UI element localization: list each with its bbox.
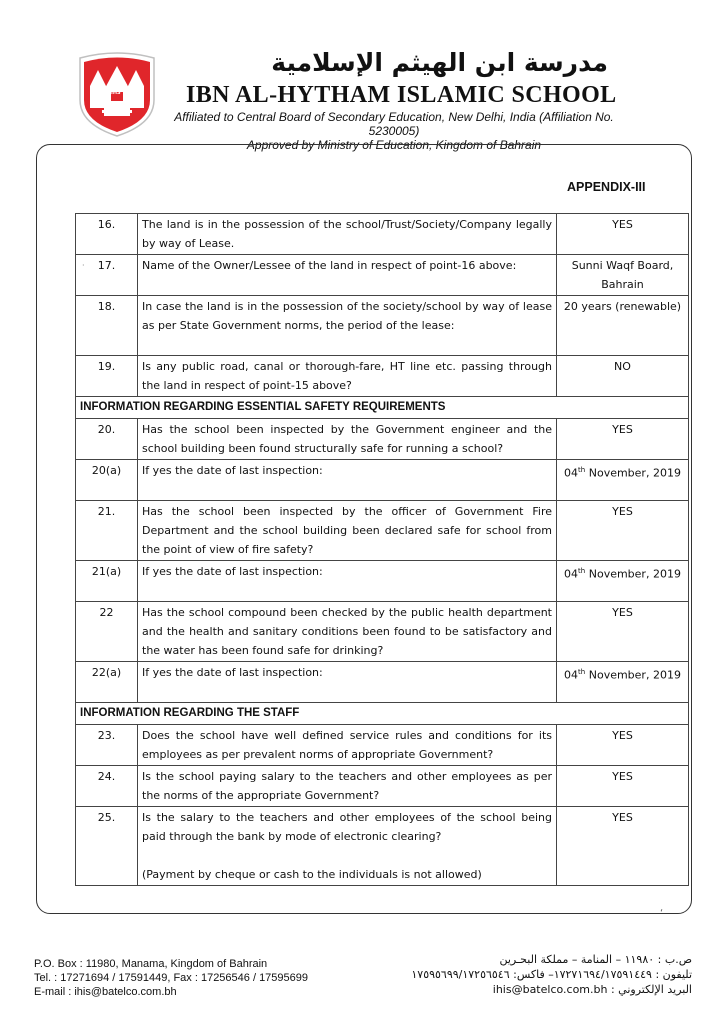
footer-po-box: P.O. Box : 11980, Manama, Kingdom of Bahrain	[34, 958, 268, 970]
arabic-school-name: مدرسة ابن الهيثم الإسلامية	[271, 48, 608, 77]
footer-ar-email: ihis@batelco.com.bh	[492, 983, 608, 996]
table-row	[76, 807, 689, 886]
section-title: INFORMATION REGARDING ESSENTIAL SAFETY REQUIREMENTS	[76, 397, 689, 419]
row-answer: YES	[557, 214, 689, 255]
question-text: Has the school compound been checked by the public health department and the health and sanitary conditions been found to be satisfactory and the water has been found safe for drinking?	[142, 606, 552, 657]
approval-line: Approved by Ministry of Education, Kingdom of Bahrain	[246, 138, 542, 152]
row-question	[138, 561, 557, 602]
row-question	[138, 296, 557, 356]
answer-day: 04	[564, 567, 579, 581]
footer-phone: Tel. : 17271694 / 17591449, Fax : 17256546 / 17595699	[34, 972, 309, 984]
row-answer	[557, 662, 689, 703]
question-text: Is the school paying salary to the teachers and other employees as per the norms of the appropriate Government?	[142, 770, 552, 802]
answer-month-year: November, 2019	[585, 466, 681, 480]
row-question	[138, 602, 557, 662]
row-question	[138, 662, 557, 703]
row-answer: NO	[557, 356, 689, 397]
question-text: If yes the date of last inspection:	[142, 464, 323, 477]
question-text: Name of the Owner/Lessee of the land in respect of point-16 above:	[142, 259, 517, 272]
question-text: Does the school have well defined service rules and conditions for its employees as per prevalent norms of appropriate Government?	[142, 729, 552, 761]
row-answer: YES	[557, 501, 689, 561]
footer-contact-english	[34, 957, 308, 999]
table-row	[76, 460, 689, 501]
question-text: The land is in the possession of the school/Trust/Society/Company legally by way of Lease.	[142, 218, 552, 250]
answer-day-suffix: th	[578, 567, 586, 575]
row-answer: 20 years (renewable)	[557, 296, 689, 356]
table-row	[76, 766, 689, 807]
row-number: 20.	[76, 419, 138, 460]
row-answer: YES	[557, 766, 689, 807]
row-number: 25.	[76, 807, 138, 886]
table-row	[76, 255, 689, 296]
answer-day: 04	[564, 668, 579, 682]
section-header-row	[76, 397, 689, 419]
row-answer: Sunni Waqf Board, Bahrain	[557, 255, 689, 296]
footer-ar-email-label: البريد الإلكتروني :	[610, 983, 692, 996]
row-number: 24.	[76, 766, 138, 807]
row-question	[138, 725, 557, 766]
answer-day-suffix: th	[578, 668, 586, 676]
question-text: Is any public road, canal or thorough-fare, HT line etc. passing through the land in respect of point-15 above?	[142, 360, 552, 392]
row-number: 19.	[76, 356, 138, 397]
footer-ar-address: ص.ب : ١١٩٨٠ – المنامة – مملكة البحـرين	[499, 953, 692, 966]
row-question	[138, 807, 557, 886]
answer-month-year: November, 2019	[585, 567, 681, 581]
row-number: 22(a)	[76, 662, 138, 703]
table-row	[76, 561, 689, 602]
table-row	[76, 214, 689, 255]
row-answer: YES	[557, 419, 689, 460]
row-question	[138, 255, 557, 296]
row-question	[138, 419, 557, 460]
answer-day: 04	[564, 466, 579, 480]
information-table	[75, 213, 689, 886]
row-answer	[557, 460, 689, 501]
question-text: If yes the date of last inspection:	[142, 666, 323, 679]
affiliation-line: Affiliated to Central Board of Secondary Education, New Delhi, India (Affiliation No. 5230005)	[174, 110, 614, 138]
table-row	[76, 296, 689, 356]
question-note: (Payment by cheque or cash to the individuals is not allowed)	[142, 868, 482, 881]
table-row	[76, 419, 689, 460]
row-number: 20(a)	[76, 460, 138, 501]
table-row	[76, 662, 689, 703]
row-question	[138, 214, 557, 255]
table-row	[76, 725, 689, 766]
footer-email: E-mail : ihis@batelco.com.bh	[34, 986, 177, 998]
question-text: In case the land is in the possession of the society/school by way of lease as per State Government norms, the period of the lease:	[142, 300, 552, 332]
row-answer	[557, 561, 689, 602]
answer-month-year: November, 2019	[585, 668, 681, 682]
row-answer: YES	[557, 725, 689, 766]
footer-ar-email-line	[380, 982, 692, 997]
row-number: 21(a)	[76, 561, 138, 602]
row-question	[138, 356, 557, 397]
scan-mark: ·	[82, 261, 85, 270]
question-text: Has the school been inspected by the Government engineer and the school building been found structurally safe for running a school?	[142, 423, 552, 455]
table-row	[76, 501, 689, 561]
row-number: 21.	[76, 501, 138, 561]
question-text: Is the salary to the teachers and other employees of the school being paid through the bank by mode of electronic clearing?	[142, 811, 552, 843]
footer-contact-arabic	[380, 952, 692, 997]
row-number: 16.	[76, 214, 138, 255]
section-header-row	[76, 703, 689, 725]
row-number: 22	[76, 602, 138, 662]
logo-text: IHS	[111, 90, 121, 96]
appendix-label: APPENDIX-III	[567, 180, 646, 194]
row-number: 23.	[76, 725, 138, 766]
row-question	[138, 460, 557, 501]
row-question	[138, 766, 557, 807]
row-answer: YES	[557, 602, 689, 662]
answer-day-suffix: th	[578, 466, 586, 474]
question-text: Has the school been inspected by the officer of Government Fire Department and the school building been declared safe for school from the point of view of fire safety?	[142, 505, 552, 556]
table-row	[76, 356, 689, 397]
section-title: INFORMATION REGARDING THE STAFF	[76, 703, 689, 725]
table-row	[76, 602, 689, 662]
row-number: 18.	[76, 296, 138, 356]
scan-mark: ‘	[660, 908, 664, 919]
row-number: 17.	[76, 255, 138, 296]
row-answer: YES	[557, 807, 689, 886]
school-name: IBN AL-HYTHAM ISLAMIC SCHOOL	[186, 82, 617, 108]
footer-ar-phone: تليفون : ١٧٢٧١٦٩٤/١٧٥٩١٤٤٩– فاكس: ١٧٥٩٥٦٩٩/١٧٢٥٦٥٤٦	[411, 968, 692, 981]
question-text: If yes the date of last inspection:	[142, 565, 323, 578]
row-question	[138, 501, 557, 561]
